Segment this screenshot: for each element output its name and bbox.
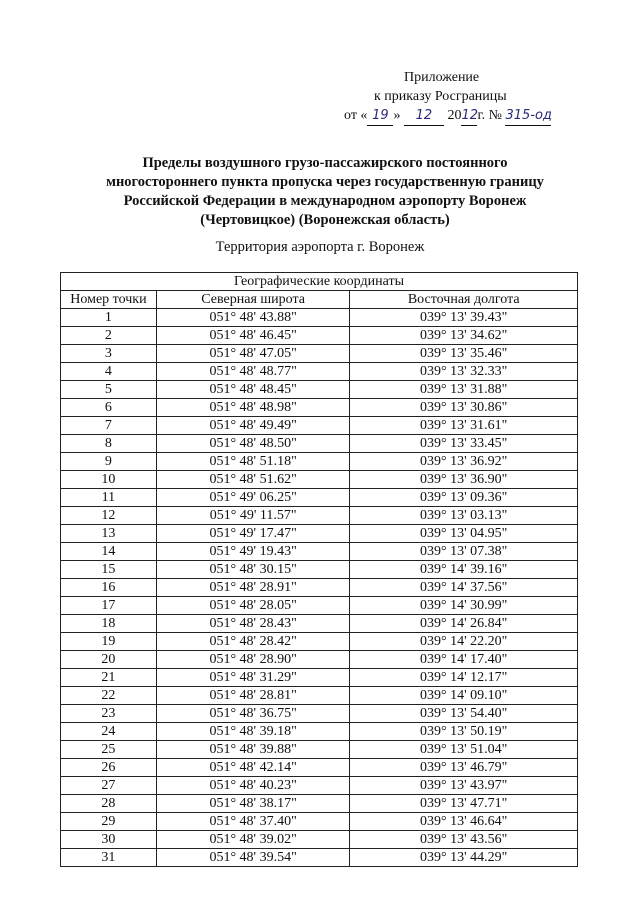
table-row	[61, 507, 578, 525]
year-word: г. №	[477, 108, 502, 123]
longitude-cell: 039° 13' 36.92"	[350, 453, 578, 471]
longitude-cell: 039° 13' 46.79"	[350, 759, 578, 777]
longitude-cell: 039° 13' 51.04"	[350, 741, 578, 759]
table-row	[61, 669, 578, 687]
longitude-cell: 039° 14' 30.99"	[350, 597, 578, 615]
table-row	[61, 615, 578, 633]
latitude-cell: 051° 48' 43.88"	[156, 309, 350, 327]
latitude-cell: 051° 48' 28.43"	[156, 615, 350, 633]
longitude-cell: 039° 13' 30.86"	[350, 399, 578, 417]
point-number-cell: 9	[61, 453, 157, 471]
point-number-cell: 19	[61, 633, 157, 651]
point-number-cell: 7	[61, 417, 157, 435]
column-header-point-number: Номер точки	[61, 291, 157, 309]
table-row	[61, 381, 578, 399]
latitude-cell: 051° 48' 39.54"	[156, 849, 350, 867]
column-header-latitude: Северная широта	[156, 291, 350, 309]
latitude-cell: 051° 48' 36.75"	[156, 705, 350, 723]
year-prefix: 20	[447, 108, 462, 123]
point-number-cell: 3	[61, 345, 157, 363]
longitude-cell: 039° 13' 31.61"	[350, 417, 578, 435]
point-number-cell: 14	[61, 543, 157, 561]
latitude-cell: 051° 49' 17.47"	[156, 525, 350, 543]
longitude-cell: 039° 13' 03.13"	[350, 507, 578, 525]
longitude-cell: 039° 14' 09.10"	[350, 687, 578, 705]
point-number-cell: 1	[61, 309, 157, 327]
table-row	[61, 417, 578, 435]
longitude-cell: 039° 14' 39.16"	[350, 561, 578, 579]
latitude-cell: 051° 48' 46.45"	[156, 327, 350, 345]
longitude-cell: 039° 13' 09.36"	[350, 489, 578, 507]
table-row	[61, 813, 578, 831]
table-row	[61, 543, 578, 561]
longitude-cell: 039° 13' 44.29"	[350, 849, 578, 867]
title-line-3: Российской Федерации в международном аэропорту Воронеж	[123, 193, 527, 209]
latitude-cell: 051° 48' 37.40"	[156, 813, 350, 831]
latitude-cell: 051° 49' 06.25"	[156, 489, 350, 507]
date-quote-close: »	[393, 108, 401, 123]
latitude-cell: 051° 48' 28.91"	[156, 579, 350, 597]
longitude-cell: 039° 13' 34.62"	[350, 327, 578, 345]
point-number-cell: 2	[61, 327, 157, 345]
table-row	[61, 525, 578, 543]
latitude-cell: 051° 48' 28.90"	[156, 651, 350, 669]
table-body	[61, 309, 578, 867]
point-number-cell: 17	[61, 597, 157, 615]
point-number-cell: 4	[61, 363, 157, 381]
point-number-cell: 8	[61, 435, 157, 453]
table-row	[61, 309, 578, 327]
longitude-cell: 039° 13' 50.19"	[350, 723, 578, 741]
table-row	[61, 759, 578, 777]
longitude-cell: 039° 14' 37.56"	[350, 579, 578, 597]
longitude-cell: 039° 13' 04.95"	[350, 525, 578, 543]
title-line-4: (Чертовицкое) (Воронежская область)	[200, 212, 450, 228]
point-number-cell: 28	[61, 795, 157, 813]
territory-subtitle: Территория аэропорта г. Воронеж	[215, 239, 425, 255]
table-row	[61, 633, 578, 651]
longitude-cell: 039° 13' 43.56"	[350, 831, 578, 849]
point-number-cell: 21	[61, 669, 157, 687]
latitude-cell: 051° 48' 39.18"	[156, 723, 350, 741]
point-number-cell: 24	[61, 723, 157, 741]
point-number-cell: 23	[61, 705, 157, 723]
longitude-cell: 039° 13' 31.88"	[350, 381, 578, 399]
date-prefix: от «	[344, 108, 368, 123]
latitude-cell: 051° 48' 51.62"	[156, 471, 350, 489]
table-row	[61, 831, 578, 849]
latitude-cell: 051° 48' 40.23"	[156, 777, 350, 795]
latitude-cell: 051° 48' 48.50"	[156, 435, 350, 453]
point-number-cell: 13	[61, 525, 157, 543]
longitude-cell: 039° 13' 32.33"	[350, 363, 578, 381]
point-number-cell: 22	[61, 687, 157, 705]
latitude-cell: 051° 48' 51.18"	[156, 453, 350, 471]
latitude-cell: 051° 48' 39.02"	[156, 831, 350, 849]
latitude-cell: 051° 48' 31.29"	[156, 669, 350, 687]
table-row	[61, 777, 578, 795]
document-title	[90, 154, 560, 230]
table-row	[61, 327, 578, 345]
table-row	[61, 687, 578, 705]
table-row	[61, 435, 578, 453]
point-number-cell: 27	[61, 777, 157, 795]
longitude-cell: 039° 13' 47.71"	[350, 795, 578, 813]
longitude-cell: 039° 14' 26.84"	[350, 615, 578, 633]
latitude-cell: 051° 48' 28.42"	[156, 633, 350, 651]
coordinates-table	[60, 272, 578, 867]
latitude-cell: 051° 49' 19.43"	[156, 543, 350, 561]
table-row	[61, 345, 578, 363]
table-group-header-row	[61, 273, 578, 291]
order-date-line	[330, 106, 590, 126]
latitude-cell: 051° 48' 48.77"	[156, 363, 350, 381]
latitude-cell: 051° 48' 42.14"	[156, 759, 350, 777]
appendix-label: Приложение	[404, 70, 480, 85]
point-number-cell: 30	[61, 831, 157, 849]
table-row	[61, 723, 578, 741]
table-row	[61, 579, 578, 597]
table-row	[61, 399, 578, 417]
order-number: 315-од	[505, 106, 551, 126]
latitude-cell: 051° 48' 38.17"	[156, 795, 350, 813]
point-number-cell: 15	[61, 561, 157, 579]
latitude-cell: 051° 48' 48.45"	[156, 381, 350, 399]
order-reference: к приказу Росграницы	[374, 89, 507, 104]
longitude-cell: 039° 14' 12.17"	[350, 669, 578, 687]
point-number-cell: 26	[61, 759, 157, 777]
latitude-cell: 051° 48' 30.15"	[156, 561, 350, 579]
point-number-cell: 6	[61, 399, 157, 417]
point-number-cell: 11	[61, 489, 157, 507]
longitude-cell: 039° 13' 35.46"	[350, 345, 578, 363]
latitude-cell: 051° 48' 28.81"	[156, 687, 350, 705]
order-month: 12	[404, 106, 444, 126]
table-row	[61, 471, 578, 489]
column-header-longitude: Восточная долгота	[350, 291, 578, 309]
point-number-cell: 16	[61, 579, 157, 597]
order-year: 12	[461, 106, 477, 126]
point-number-cell: 25	[61, 741, 157, 759]
table-row	[61, 705, 578, 723]
latitude-cell: 051° 48' 39.88"	[156, 741, 350, 759]
table-row	[61, 561, 578, 579]
longitude-cell: 039° 13' 43.97"	[350, 777, 578, 795]
longitude-cell: 039° 13' 07.38"	[350, 543, 578, 561]
latitude-cell: 051° 48' 28.05"	[156, 597, 350, 615]
longitude-cell: 039° 13' 54.40"	[350, 705, 578, 723]
point-number-cell: 29	[61, 813, 157, 831]
point-number-cell: 12	[61, 507, 157, 525]
latitude-cell: 051° 48' 49.49"	[156, 417, 350, 435]
longitude-cell: 039° 14' 17.40"	[350, 651, 578, 669]
point-number-cell: 20	[61, 651, 157, 669]
longitude-cell: 039° 13' 36.90"	[350, 471, 578, 489]
table-row	[61, 489, 578, 507]
table-row	[61, 795, 578, 813]
table-row	[61, 453, 578, 471]
point-number-cell: 31	[61, 849, 157, 867]
longitude-cell: 039° 14' 22.20"	[350, 633, 578, 651]
table-row	[61, 597, 578, 615]
longitude-cell: 039° 13' 39.43"	[350, 309, 578, 327]
title-line-1: Пределы воздушного грузо-пассажирского постоянного	[142, 155, 508, 171]
latitude-cell: 051° 48' 47.05"	[156, 345, 350, 363]
point-number-cell: 5	[61, 381, 157, 399]
table-row	[61, 363, 578, 381]
table-row	[61, 651, 578, 669]
title-line-2: многостороннего пункта пропуска через государственную границу	[106, 174, 544, 190]
order-day: 19	[367, 106, 393, 126]
longitude-cell: 039° 13' 46.64"	[350, 813, 578, 831]
point-number-cell: 18	[61, 615, 157, 633]
group-header-coordinates: Географические координаты	[61, 273, 578, 291]
table-row	[61, 741, 578, 759]
longitude-cell: 039° 13' 33.45"	[350, 435, 578, 453]
order-header	[330, 68, 590, 126]
table-header-row	[61, 291, 578, 309]
latitude-cell: 051° 49' 11.57"	[156, 507, 350, 525]
point-number-cell: 10	[61, 471, 157, 489]
table-row	[61, 849, 578, 867]
latitude-cell: 051° 48' 48.98"	[156, 399, 350, 417]
